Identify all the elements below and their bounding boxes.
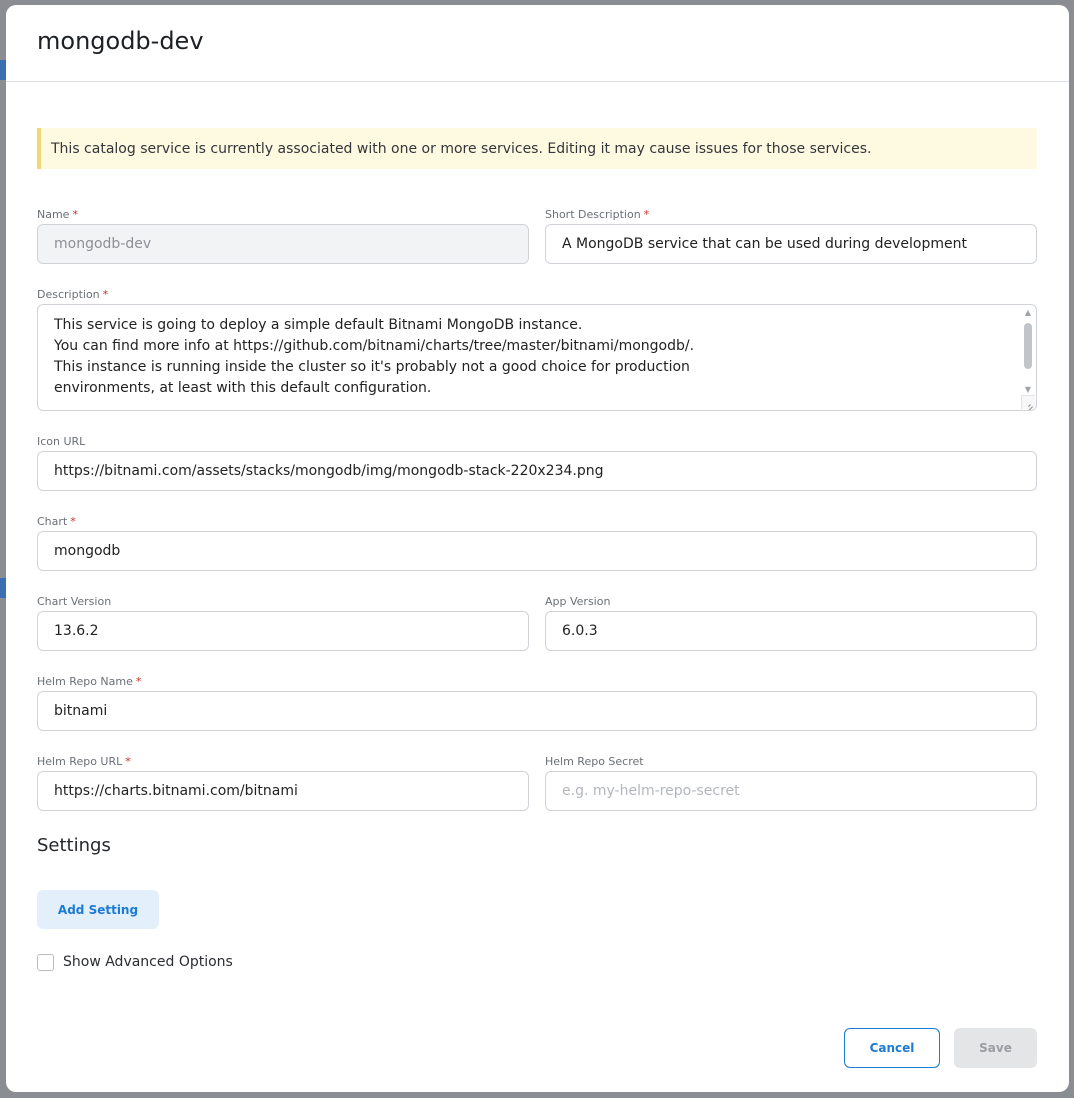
show-advanced-options-label[interactable]: Show Advanced Options [63,954,233,970]
name-label: Name * [37,208,78,221]
dialog-title: mongodb-dev [37,27,204,55]
settings-heading: Settings [37,835,111,856]
warning-banner: This catalog service is currently associated with one or more services. Editing it may cause issues for those services. [37,128,1037,169]
helm-repo-url-label: Helm Repo URL * [37,755,131,768]
app-version-label: App Version [545,595,611,608]
edit-catalog-service-dialog [6,5,1069,1092]
helm-repo-secret-label: Helm Repo Secret [545,755,644,768]
dialog-header [6,5,1069,82]
save-button[interactable]: Save [954,1028,1037,1068]
short-description-label: Short Description * [545,208,650,221]
short-description-input[interactable]: A MongoDB service that can be used during development [545,224,1037,264]
chart-version-input[interactable]: 13.6.2 [37,611,529,651]
icon-url-input[interactable]: https://bitnami.com/assets/stacks/mongodb/img/mongodb-stack-220x234.png [37,451,1037,491]
scroll-up-arrow-icon[interactable]: ▲ [1024,308,1032,317]
name-input: mongodb-dev [37,224,529,264]
helm-repo-url-input[interactable]: https://charts.bitnami.com/bitnami [37,771,529,811]
chart-input[interactable]: mongodb [37,531,1037,571]
cancel-button[interactable]: Cancel [844,1028,940,1068]
description-label: Description * [37,288,109,301]
resize-grip-icon[interactable] [1021,395,1035,409]
description-textarea[interactable] [37,304,1037,411]
helm-repo-name-label: Helm Repo Name * [37,675,142,688]
scroll-down-arrow-icon[interactable]: ▼ [1024,385,1032,394]
add-setting-button[interactable]: Add Setting [37,890,159,929]
show-advanced-options-checkbox[interactable] [37,954,54,971]
helm-repo-secret-input[interactable]: e.g. my-helm-repo-secret [545,771,1037,811]
description-text[interactable]: This service is going to deploy a simple default Bitnami MongoDB instance. You can find more info at https://github.com/bitnami/charts/tree/master/bitnami/mongodb/. This instance is running inside the cluster so it's probably not a good choice for production environments, at least with this default configuration. [54,317,695,396]
icon-url-label: Icon URL [37,435,86,448]
chart-label: Chart * [37,515,76,528]
description-scrollbar[interactable] [1021,306,1035,409]
scroll-thumb[interactable] [1024,323,1032,369]
chart-version-label: Chart Version [37,595,112,608]
app-version-input[interactable]: 6.0.3 [545,611,1037,651]
helm-repo-name-input[interactable]: bitnami [37,691,1037,731]
